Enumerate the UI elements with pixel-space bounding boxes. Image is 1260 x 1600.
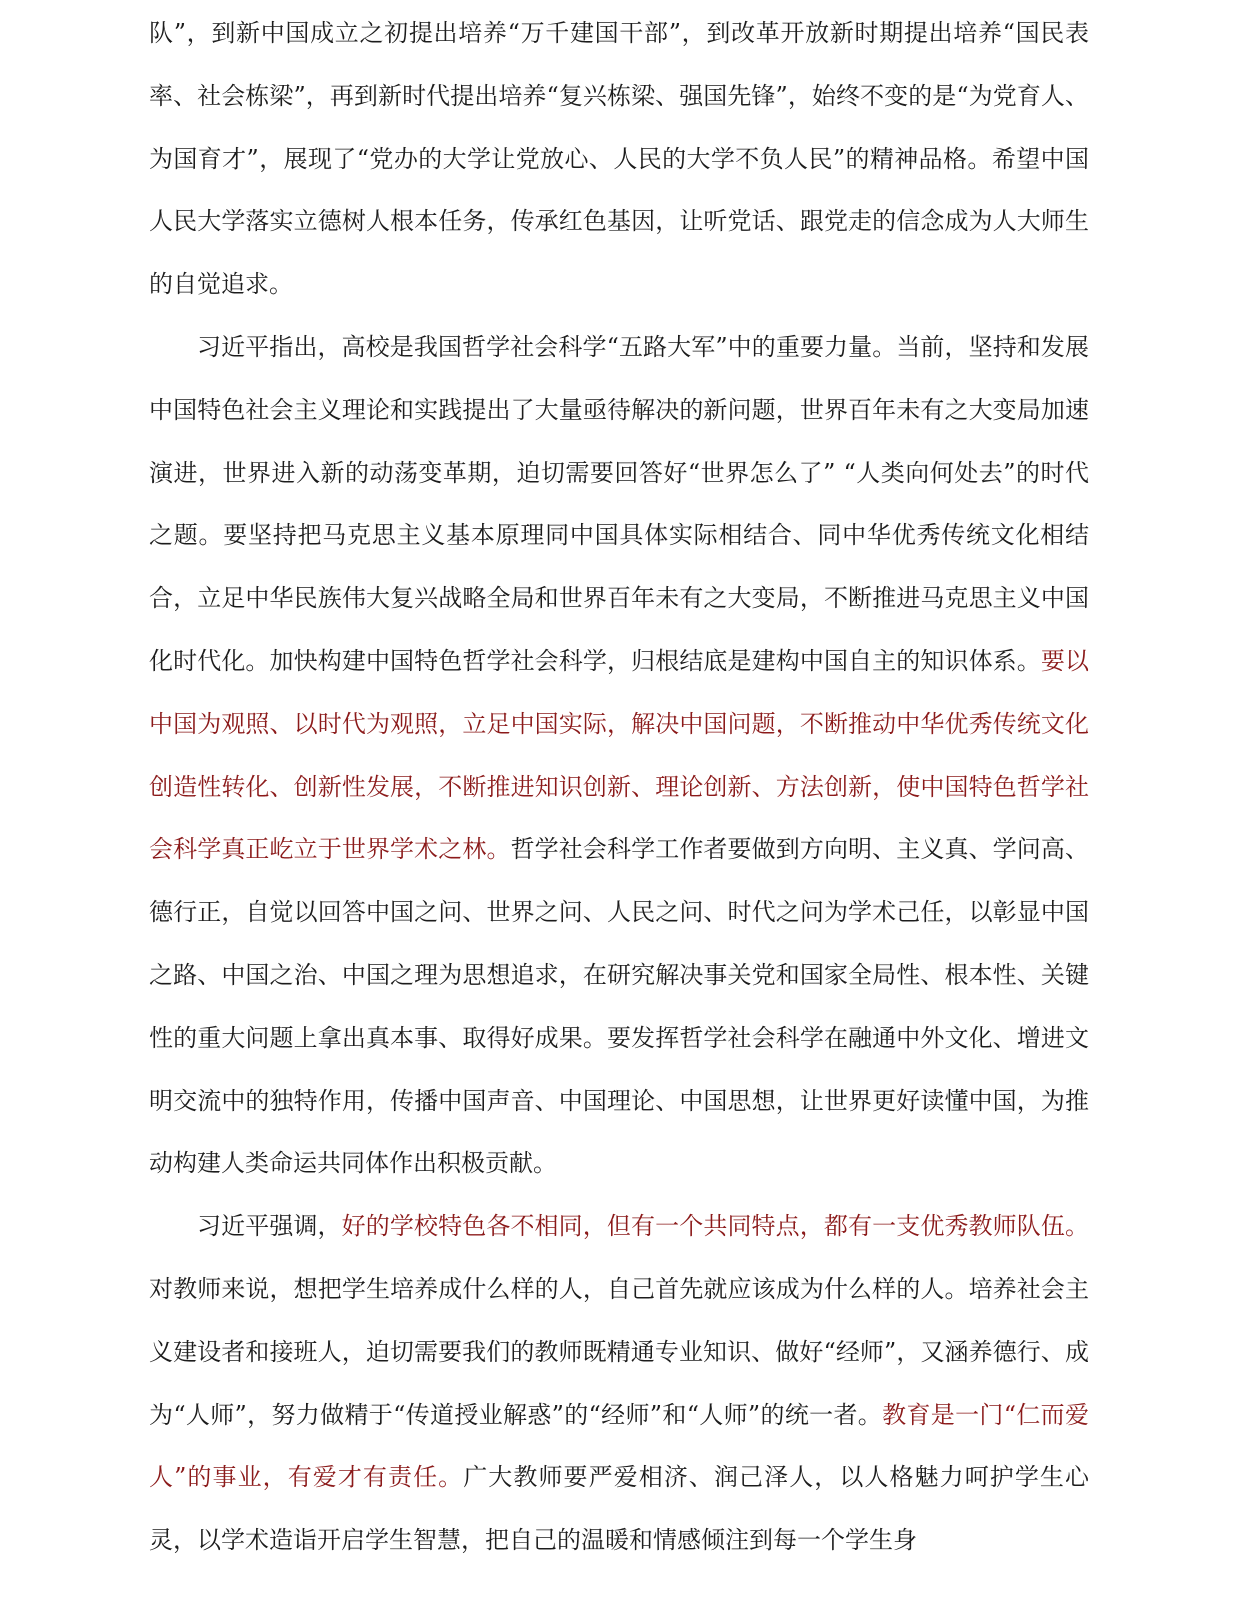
text-segment: 广大教师要严爱相济、润己泽人，以人格魅力呵护学生心灵，以学术造诣开启学生智慧，把自己的温暖和情感倾注到每一个学生身: [149, 1463, 1089, 1555]
text-segment: 习近平指出，高校是我国哲学社会科学“五路大军”中的重要力量。当前，坚持和发展中国特色社会主义理论和实践提出了大量亟待解决的新问题，世界百年未有之大变局加速演进，世界进入新的动荡变革期，迫切需要回答好“世界怎么了” “人类向何处去”的时代之题。要坚持把马克思主义基本原理同中国具体实际相结合、同中华优秀传统文化相结合，立足中华民族伟大复兴战略全局和世界百年未有之大变局，不断推进马克思主义中国化时代化。加快构建中国特色哲学社会科学，归根结底是建构中国自主的知识体系。: [149, 332, 1089, 675]
paragraph: [149, 1195, 1089, 1572]
document-page: [149, 2, 1089, 1572]
paragraph: [149, 2, 1089, 316]
text-segment: 哲学社会科学工作者要做到方向明、主义真、学问高、德行正，自觉以回答中国之问、世界之问、人民之问、时代之问为学术己任，以彰显中国之路、中国之治、中国之理为思想追求，在研究解决事关党和国家全局性、根本性、关键性的重大问题上拿出真本事、取得好成果。要发挥哲学社会科学在融通中外文化、增进文明交流中的独特作用，传播中国声音、中国理论、中国思想，让世界更好读懂中国，为推动构建人类命运共同体作出积极贡献。: [149, 835, 1089, 1178]
text-segment: 对教师来说，想把学生培养成什么样的人，自己首先就应该成为什么样的人。培养社会主义建设者和接班人，迫切需要我们的教师既精通专业知识、做好“经师”，又涵养德行、成为“人师”，努力做精于“传道授业解惑”的“经师”和“人师”的统一者。: [149, 1274, 1089, 1429]
highlighted-text-segment: 要以中国为观照、以时代为观照，立足中国实际，解决中国问题，不断推动中华优秀传统文化创造性转化、创新性发展，不断推进知识创新、理论创新、方法创新，使中国特色哲学社会科学真正屹立于世界学术之林。: [149, 646, 1090, 864]
highlighted-text-segment: 好的学校特色各不相同，但有一个共同特点，都有一支优秀教师队伍。: [341, 1212, 1090, 1241]
text-segment: 队”，到新中国成立之初提出培养“万千建国干部”，到改革开放新时期提出培养“国民表率、社会栋梁”，再到新时代提出培养“复兴栋梁、强国先锋”，始终不变的是“为党育人、为国育才”，展现了“党办的大学让党放心、人民的大学不负人民”的精神品格。希望中国人民大学落实立德树人根本任务，传承红色基因，让听党话、跟党走的信念成为人大师生的自觉追求。: [149, 19, 1089, 299]
highlighted-text-segment: 教育是一门“仁而爱人”的事业，有爱才有责任。: [149, 1400, 1089, 1492]
text-segment: 习近平强调，: [197, 1212, 342, 1241]
paragraph: [149, 316, 1089, 1195]
